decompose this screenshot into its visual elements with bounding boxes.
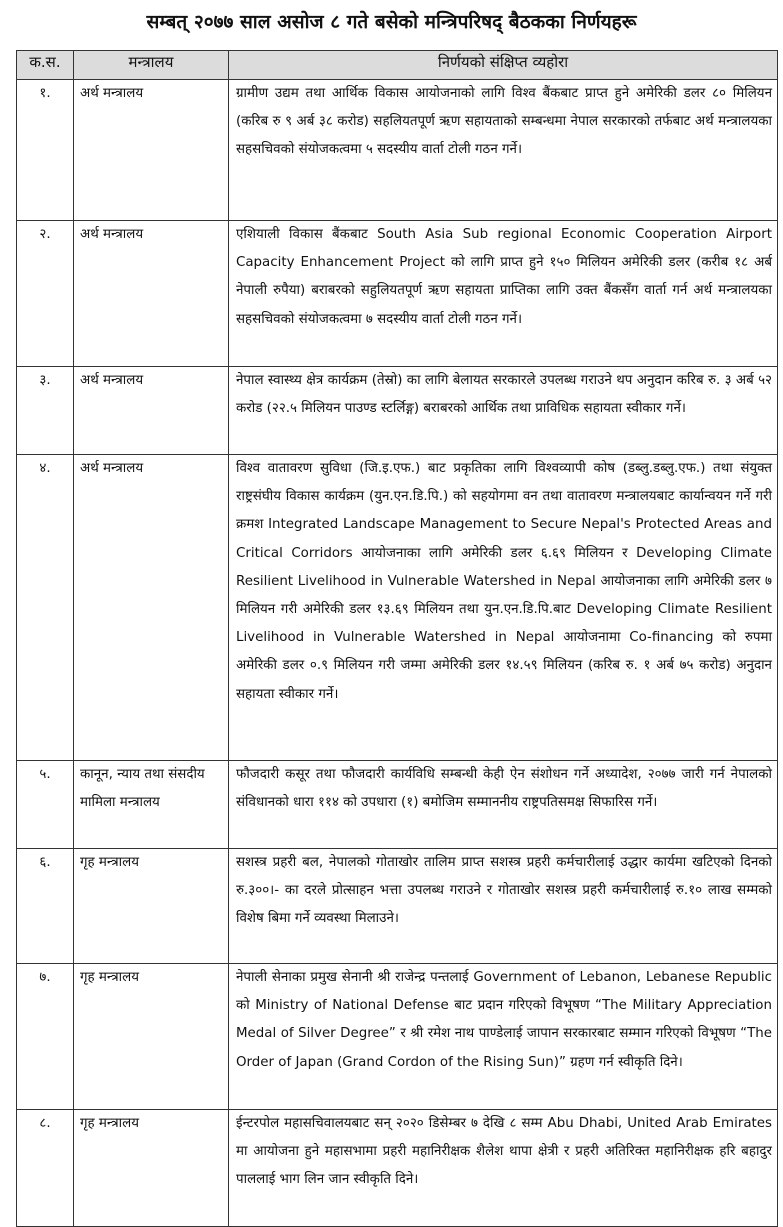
table-row: [17, 455, 778, 761]
ministry-cell: गृह मन्त्रालय: [74, 849, 229, 964]
serial-number: २.: [17, 221, 74, 367]
serial-number: ७.: [17, 964, 74, 1110]
table-row: [17, 221, 778, 367]
decision-cell: सशस्त्र प्रहरी बल, नेपालको गोताखोर तालिम प्राप्त सशस्त्र प्रहरी कर्मचारीलाई उद्धार कार्यमा खटिएको दिनको रु.३००।- का दरले प्रोत्साहन भत्ता उपलब्ध गराउने र गोताखोर सशस्त्र प्रहरी कर्मचारीलाई रु.१० लाख सम्मको विशेष बिमा गर्ने व्यवस्था मिलाउने।: [229, 849, 778, 964]
header-serial: क.स.: [17, 51, 74, 80]
decisions-table: [16, 50, 778, 1227]
document-title: सम्बत् २०७७ साल असोज ८ गते बसेको मन्त्रिपरिषद् बैठकका निर्णयहरू: [146, 11, 637, 33]
serial-number: ३.: [17, 367, 74, 455]
decision-cell: एशियाली विकास बैंकबाट South Asia Sub regional Economic Cooperation Airport Capacity Enhancement Project को लागि प्राप्त हुने १५० मिलियन अमेरिकी डलर (करीब १८ अर्ब नेपाली रुपैया) बराबरको सहुलियतपूर्ण ऋण सहायता प्राप्तिका लागि उक्त बैंकसँग वार्ता गर्न अर्थ मन्त्रालयका सहसचिवको संयोजकत्वमा ७ सदस्यीय वार्ता टोली गठन गर्ने।: [229, 221, 778, 367]
serial-number: १.: [17, 80, 74, 221]
table-row: [17, 849, 778, 964]
table-header-row: [17, 51, 778, 80]
decision-cell: नेपाल स्वास्थ्य क्षेत्र कार्यक्रम (तेस्रो) का लागि बेलायत सरकारले उपलब्ध गराउने थप अनुदान करिब रु. ३ अर्ब ५२ करोड (२२.५ मिलियन पाउण्ड स्टर्लिङ्ग) बराबरको आर्थिक तथा प्राविधिक सहायता स्वीकार गर्ने।: [229, 367, 778, 455]
table-row: [17, 367, 778, 455]
decision-cell: ईन्टरपोल महासचिवालयबाट सन् २०२० डिसेम्बर ७ देखि ८ सम्म Abu Dhabi, United Arab Emirates मा आयोजना हुने महासभामा प्रहरी महानिरीक्षक शैलेश थापा क्षेत्री र प्रहरी अतिरिक्त महानिरीक्षक हरि बहादुर पाललाई भाग लिन जान स्वीकृति दिने।: [229, 1110, 778, 1227]
decision-cell: विश्व वातावरण सुविधा (जि.इ.एफ.) बाट प्रकृतिका लागि विश्वव्यापी कोष (डब्लु.डब्लु.एफ.) तथा संयुक्त राष्ट्रसंघीय विकास कार्यक्रम (युन.एन.डि.पि.) को सहयोगमा वन तथा वातावरण मन्त्रालयबाट कार्यान्वयन गर्ने गरी क्रमश Integrated Landscape Management to Secure Nepal's Protected Areas and Critical Corridors आयोजनाका लागि अमेरिकी डलर ६.६९ मिलियन र Developing Climate Resilient Livelihood in Vulnerable Watershed in Nepal आयोजनाका लागि अमेरिकी डलर ७ मिलियन गरी अमेरिकी डलर १३.६९ मिलियन तथा युन.एन.डि.पि.बाट Developing Climate Resilient Livelihood in Vulnerable Watershed in Nepal आयोजनामा Co-financing को रुपमा अमेरिकी डलर ०.९ मिलियन गरी जम्मा अमेरिकी डलर १४.५९ मिलियन (करिब रु. १ अर्ब ७५ करोड) अनुदान सहायता स्वीकार गर्ने।: [229, 455, 778, 761]
ministry-cell: अर्थ मन्त्रालय: [74, 455, 229, 761]
table-row: [17, 964, 778, 1110]
table-row: [17, 80, 778, 221]
ministry-cell: अर्थ मन्त्रालय: [74, 80, 229, 221]
table-row: [17, 761, 778, 849]
decision-cell: फौजदारी कसूर तथा फौजदारी कार्यविधि सम्बन्धी केही ऐन संशोधन गर्ने अध्यादेश, २०७७ जारी गर्न नेपालको संविधानको धारा ११४ को उपधारा (१) बमोजिम सम्माननीय राष्ट्रपतिसमक्ष सिफारिस गर्ने।: [229, 761, 778, 849]
decision-cell: नेपाली सेनाका प्रमुख सेनानी श्री राजेन्द्र पन्तलाई Government of Lebanon, Lebanese Republic को Ministry of National Defense बाट प्रदान गरिएको विभूषण “The Military Appreciation Medal of Silver Degree” र श्री रमेश नाथ पाण्डेलाई जापान सरकारबाट सम्मान गरिएको विभूषण “The Order of Japan (Grand Cordon of the Rising Sun)” ग्रहण गर्न स्वीकृति दिने।: [229, 964, 778, 1110]
serial-number: ४.: [17, 455, 74, 761]
serial-number: ८.: [17, 1110, 74, 1227]
header-decision: निर्णयको संक्षिप्त व्यहोरा: [229, 51, 778, 80]
serial-number: ६.: [17, 849, 74, 964]
ministry-cell: कानून, न्याय तथा संसदीय मामिला मन्त्रालय: [74, 761, 229, 849]
ministry-cell: गृह मन्त्रालय: [74, 964, 229, 1110]
ministry-cell: अर्थ मन्त्रालय: [74, 221, 229, 367]
ministry-cell: गृह मन्त्रालय: [74, 1110, 229, 1227]
table-row: [17, 1110, 778, 1227]
header-ministry: मन्त्रालय: [74, 51, 229, 80]
ministry-cell: अर्थ मन्त्रालय: [74, 367, 229, 455]
decision-cell: ग्रामीण उद्यम तथा आर्थिक विकास आयोजनाको लागि विश्व बैंकबाट प्राप्त हुने अमेरिकी डलर ८० मिलियन (करिब रु ९ अर्ब ३८ करोड) सहलियतपूर्ण ऋण सहायताको सम्बन्धमा नेपाल सरकारको तर्फबाट अर्थ मन्त्रालयका सहसचिवको संयोजकत्वमा ५ सदस्यीय वार्ता टोली गठन गर्ने।: [229, 80, 778, 221]
serial-number: ५.: [17, 761, 74, 849]
